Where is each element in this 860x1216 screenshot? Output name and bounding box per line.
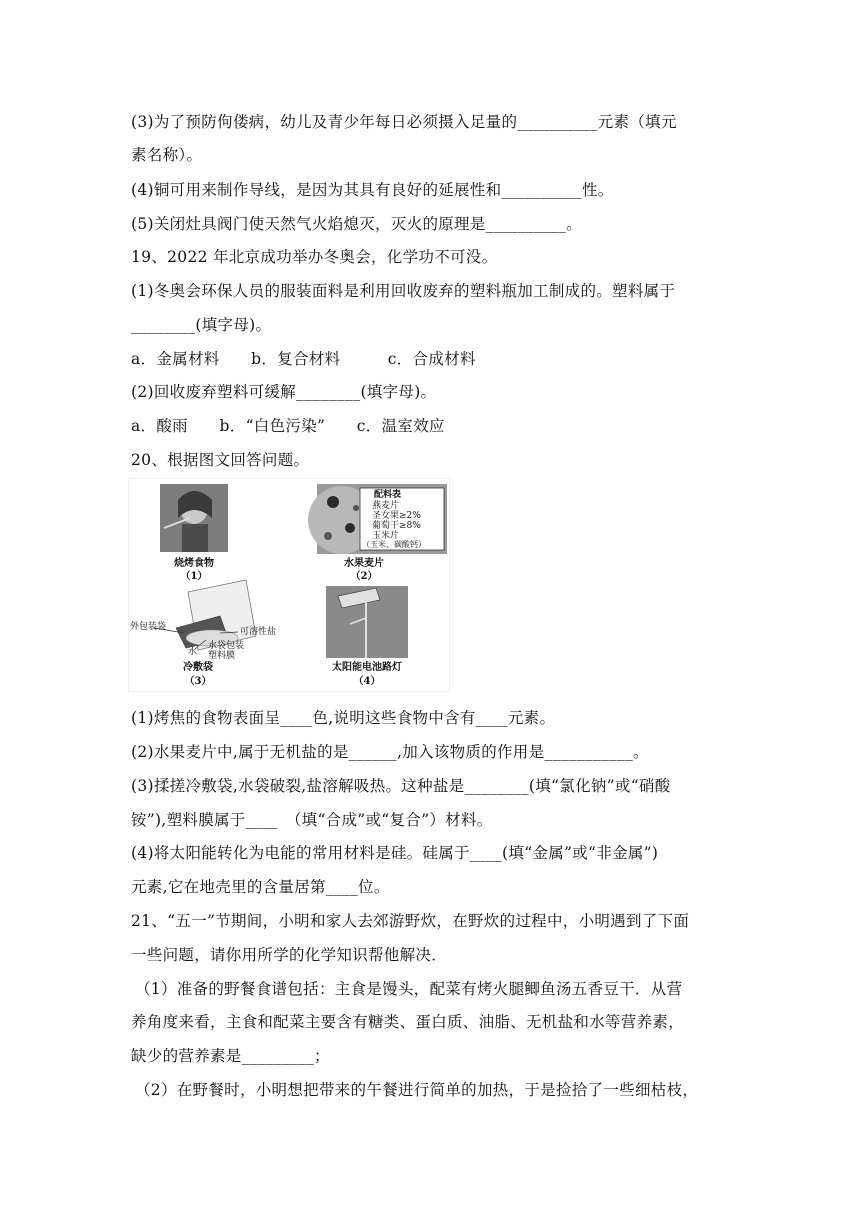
text-line: 缺少的营养素是_________； bbox=[131, 1047, 330, 1065]
callout-soluble-salt: 可溶性盐 bbox=[240, 627, 277, 637]
ingredient-label-line: 圣女果≥2% bbox=[372, 511, 421, 521]
ingredient-label-line: 葡萄干≥8% bbox=[372, 521, 421, 531]
callout-outer-bag: 外包装袋 bbox=[130, 622, 167, 632]
question-20-figure bbox=[128, 478, 450, 692]
text-line: 元素,它在地壳里的含量居第____位。 bbox=[131, 878, 390, 896]
text-line: (2)回收废弃塑料可缓解________(填字母)。 bbox=[131, 383, 437, 401]
text-line: （2）在野餐时，小明想把带来的午餐进行简单的加热，于是捡拾了一些细枯枝， bbox=[135, 1081, 699, 1099]
panel-4-number: （4） bbox=[353, 676, 381, 687]
solar-lamp-photo bbox=[326, 586, 408, 658]
text-line: 一些问题，请你用所学的化学知识帮他解决． bbox=[131, 946, 448, 964]
text-line: (1)冬奥会环保人员的服装面料是利用回收废弃的塑料瓶加工制成的。塑料属于 bbox=[131, 282, 676, 300]
panel-2-caption: 水果麦片 bbox=[344, 558, 384, 569]
text-line: （1）准备的野餐食谱包括：主食是馒头，配菜有烤火腿鲫鱼汤五香豆干．从营 bbox=[135, 980, 683, 998]
text-line: (3)揉搓冷敷袋,水袋破裂,盐溶解吸热。这种盐是________(填“氯化钠”或“硝酸 bbox=[131, 777, 671, 795]
text-line: (3)为了预防佝偻病，幼儿及青少年每日必须摄入足量的__________元素（填元 bbox=[131, 113, 677, 131]
text-line: 素名称）。 bbox=[131, 146, 203, 164]
options-line: a．酸雨 b．“白色污染” c．温室效应 bbox=[131, 417, 445, 435]
text-line: (2)水果麦片中,属于无机盐的是______,加入该物质的作用是___________。 bbox=[131, 743, 649, 761]
text-line: (4)铜可用来制作导线，是因为其具有良好的延展性和__________性。 bbox=[131, 181, 614, 199]
panel-1-caption: 烧烤食物 bbox=[174, 558, 214, 569]
ingredient-label-line: 燕麦片 bbox=[372, 501, 400, 511]
question-21-heading: 21、“五一”节期间，小明和家人去郊游野炊，在野炊的过程中，小明遇到了下面 bbox=[131, 912, 690, 930]
question-20-heading: 20、根据图文回答问题。 bbox=[131, 451, 310, 469]
text-line: 养角度来看，主食和配菜主要含有糖类、蛋白质、油脂、无机盐和水等营养素， bbox=[131, 1013, 685, 1031]
text-line: (5)关闭灶具阀门使天然气火焰熄灭，灭火的原理是__________。 bbox=[131, 215, 582, 233]
text-line: 铵”),塑料膜属于____ （填“合成”或“复合”）材料。 bbox=[131, 811, 493, 829]
callout-water: 水 bbox=[188, 647, 198, 657]
panel-2-number: （2） bbox=[350, 571, 378, 582]
options-line: a．金属材料 b．复合材料 c．合成材料 bbox=[131, 350, 476, 368]
text-line: (1)烤焦的食物表面呈____色,说明这些食物中含有____元素。 bbox=[131, 709, 556, 727]
ingredient-label-line: （玉米、碳酸钙） bbox=[362, 540, 426, 549]
panel-4-caption: 太阳能电池路灯 bbox=[332, 662, 402, 673]
ingredient-label-title: 配料表 bbox=[374, 490, 402, 500]
ingredient-label-line: 玉米片 bbox=[372, 531, 400, 541]
panel-3-number: （3） bbox=[184, 676, 212, 687]
question-19-heading: 19、2022 年北京成功举办冬奥会，化学功不可没。 bbox=[131, 248, 498, 266]
panel-1-number: （1） bbox=[180, 571, 208, 582]
text-line: (4)将太阳能转化为电能的常用材料是硅。硅属于____(填“金属”或“非金属”) bbox=[131, 844, 659, 862]
bbq-photo bbox=[160, 484, 228, 552]
callout-plastic-film: 塑料膜 bbox=[208, 651, 236, 661]
callout-water-bag: 水袋包装 bbox=[208, 641, 245, 651]
panel-3-caption: 冷敷袋 bbox=[183, 662, 213, 673]
text-line: ________(填字母)。 bbox=[131, 316, 272, 334]
